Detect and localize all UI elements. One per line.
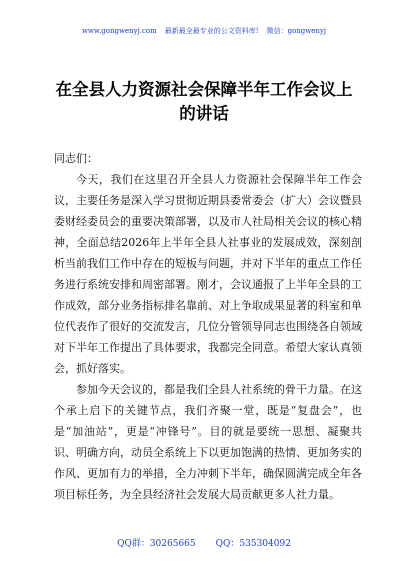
qq-group: QQ群：30265665 <box>117 539 196 549</box>
document-body <box>54 148 362 505</box>
title-line-2: 的讲话 <box>179 104 229 123</box>
document-title <box>30 78 378 126</box>
salutation: 同志们： <box>54 152 98 165</box>
qq-number: QQ：535304092 <box>215 539 291 549</box>
site-slogan: 最新最全最专业的公文资料库! <box>164 27 259 35</box>
header-contact-line <box>0 26 408 36</box>
wechat-id: 微信：gongwenyj <box>266 27 327 35</box>
title-line-1: 在全县人力资源社会保障半年工作会议上 <box>55 80 353 99</box>
footer-contact-line <box>0 538 408 550</box>
site-link[interactable]: www.gongwenyj.com <box>81 27 157 35</box>
paragraph-2: 参加今天会议的，都是我们全县人社系统的骨干力量。在这个承上启下的关键节点，我们齐聚一堂，既是“复盘会”，也是“加油站”，更是“冲锋号”。目的就是要统一思想、凝聚共识、明确方向，动员全系统上下以更加饱满的热情、更加务实的作风、更加有力的举措，全力冲刺下半年，确保圆满完成全年各项目标任务，为全县经济社会发展大局贡献更多人社力量。 <box>54 383 362 501</box>
paragraph-1: 今天，我们在这里召开全县人力资源社会保障半年工作会议，主要任务是深入学习贯彻近期县委常委会（扩大）会议暨县委财经委员会的重要决策部署，以及市人社局相关会议的核心精神，全面总结2026年上半年全县人社事业的发展成效，深刻剖析当前我们工作中存在的短板与问题，并对下半年的重点工作任务进行系统安排和周密部署。刚才，会议通报了上半年全县的工作成效，部分业务指标排名靠前、对上争取成果显著的科室和单位代表作了很好的交流发言，几位分管领导同志也围绕各自领域对下半年工作提出了具体要求，我都完全同意。希望大家认真领会，抓好落实。 <box>54 173 362 375</box>
